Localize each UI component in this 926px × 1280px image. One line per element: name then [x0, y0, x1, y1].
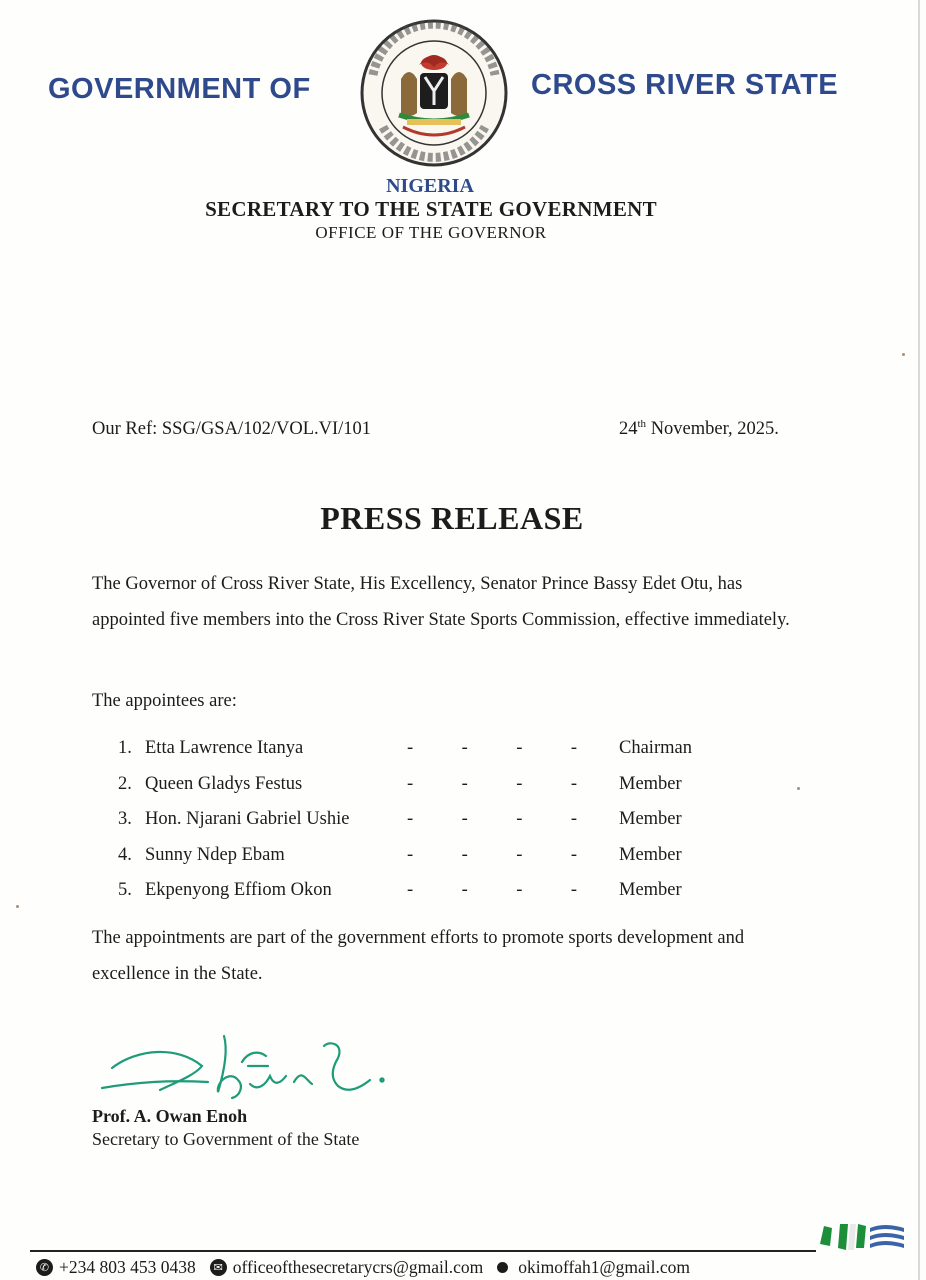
- appointee-row: [118, 767, 758, 803]
- leader-dashes: - - - -: [407, 844, 577, 865]
- paper-speck: [902, 353, 905, 356]
- date-day: 24: [619, 419, 638, 439]
- leader-dashes: - - - -: [407, 738, 577, 758]
- appointees-list: [118, 731, 758, 909]
- leader-dashes: - - - -: [407, 809, 577, 829]
- phone-icon: ✆: [36, 1259, 53, 1276]
- leader-dashes: - - - -: [407, 773, 577, 794]
- state-seal-emblem: [349, 15, 519, 185]
- appointee-number: 1.: [118, 738, 132, 758]
- office-title: SECRETARY TO THE STATE GOVERNMENT: [205, 197, 657, 221]
- appointee-number: 3.: [118, 809, 132, 829]
- letterhead-left-text: GOVERNMENT OF: [48, 73, 311, 105]
- appointee-name: Queen Gladys Festus: [145, 773, 303, 794]
- paper-speck: [797, 787, 800, 790]
- paper-speck: [16, 905, 19, 908]
- appointee-role: Chairman: [619, 738, 692, 758]
- list-intro: The appointees are:: [92, 691, 237, 711]
- email-icon: ✉: [210, 1259, 227, 1276]
- appointee-role: Member: [619, 773, 682, 794]
- appointee-name: Hon. Njarani Gabriel Ushie: [145, 809, 350, 829]
- leader-dashes: - - - -: [407, 880, 577, 900]
- appointee-role: Member: [619, 880, 682, 900]
- appointee-row: [118, 873, 758, 909]
- letter-date: [619, 419, 779, 440]
- appointee-row: [118, 802, 758, 838]
- footer-divider: [30, 1250, 816, 1252]
- appointee-number: 2.: [118, 773, 132, 794]
- country-label: NIGERIA: [386, 175, 474, 197]
- footer-phone: +234 803 453 0438: [59, 1256, 196, 1277]
- appointee-name: Sunny Ndep Ebam: [145, 844, 285, 865]
- bullet-icon: [497, 1262, 508, 1273]
- office-subtitle: OFFICE OF THE GOVERNOR: [315, 223, 547, 242]
- appointee-role: Member: [619, 844, 682, 865]
- date-month-year: November, 2025.: [646, 419, 779, 439]
- appointee-number: 4.: [118, 844, 132, 865]
- appointee-number: 5.: [118, 880, 132, 900]
- closing-paragraph: The appointments are part of the government efforts to promote sports development and excellence in the State.: [92, 928, 745, 984]
- intro-paragraph: The Governor of Cross River State, His Excellency, Senator Prince Bassy Edet Otu, has appointed five members into the Cross River State Sports Commission, effective immediately.: [92, 574, 790, 630]
- footer-email-primary: officeofthesecretarycrs@gmail.com: [232, 1256, 484, 1277]
- footer-email-secondary: okimoffah1@gmail.com: [518, 1256, 691, 1277]
- letterhead-right-text: CROSS RIVER STATE: [531, 69, 839, 101]
- flag-emblems-icon: [818, 1218, 908, 1258]
- appointee-row: [118, 731, 758, 767]
- document-title: PRESS RELEASE: [320, 500, 584, 536]
- appointee-name: Ekpenyong Effiom Okon: [145, 880, 332, 900]
- signatory-title: Secretary to Government of the State: [92, 1129, 360, 1149]
- appointee-name: Etta Lawrence Itanya: [145, 738, 304, 758]
- appointee-row: [118, 838, 758, 874]
- signatory-name: Prof. A. Owan Enoh: [92, 1106, 248, 1126]
- reference-number: Our Ref: SSG/GSA/102/VOL.VI/101: [92, 419, 372, 439]
- appointee-role: Member: [619, 809, 682, 829]
- date-suffix: th: [637, 417, 647, 430]
- handwritten-signature: [98, 1022, 398, 1106]
- contact-footer: [36, 1254, 690, 1280]
